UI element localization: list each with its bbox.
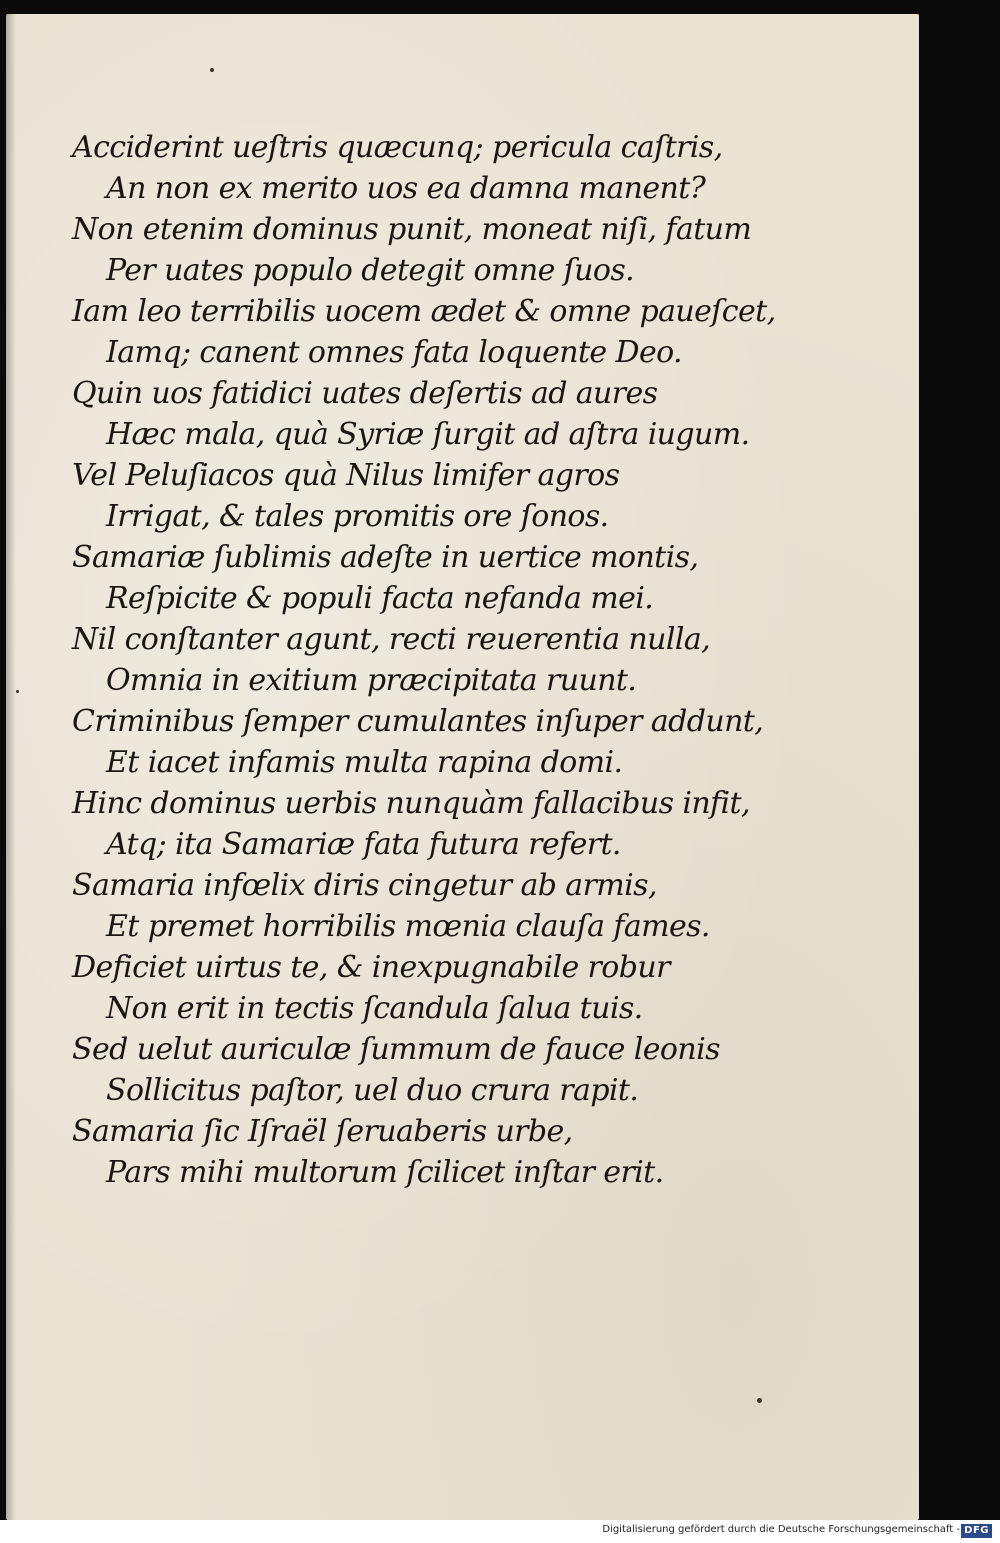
verse-line: Non etenim dominus punit, moneat niſi, fatum bbox=[72, 212, 752, 247]
verse-line: Atq; ita Samariæ fata futura refert. bbox=[106, 827, 621, 862]
verse-line: Sollicitus paſtor, uel duo crura rapit. bbox=[106, 1073, 639, 1108]
verse-line: Criminibus ſemper cumulantes inſuper addunt, bbox=[72, 704, 764, 739]
verse-line: Et premet horribilis mœnia clauſa fames. bbox=[106, 909, 710, 944]
verse-line: Pars mihi multorum ſcilicet inſtar erit. bbox=[106, 1155, 664, 1190]
verse-line: Deficiet uirtus te, & inexpugnabile robur bbox=[72, 950, 670, 985]
verse-line: An non ex merito uos ea damna manent? bbox=[106, 171, 706, 206]
verse-line: Irrigat, & tales promitis ore ſonos. bbox=[106, 499, 609, 534]
funding-credit: Digitalisierung gefördert durch die Deutsche Forschungsgemeinschaft - bbox=[602, 1524, 960, 1535]
verse-line: Et iacet infamis multa rapina domi. bbox=[106, 745, 623, 780]
verse-line: Hæc mala, quà Syriæ ſurgit ad aſtra iugum. bbox=[106, 417, 750, 452]
verse-line: Iamq; canent omnes fata loquente Deo. bbox=[106, 335, 682, 370]
verse-line: Samaria infœlix diris cingetur ab armis, bbox=[72, 868, 657, 903]
verse-line: Sed uelut auriculæ ſummum de fauce leonis bbox=[72, 1032, 720, 1067]
verse-line: Iam leo terribilis uocem ædet & omne paueſcet, bbox=[72, 294, 776, 329]
page-gutter-shadow bbox=[6, 14, 16, 1520]
ink-speck bbox=[16, 690, 19, 693]
verse-line: Quin uos fatidici uates deſertis ad aures bbox=[72, 376, 658, 411]
verse-line: Omnia in exitium præcipitata ruunt. bbox=[106, 663, 637, 698]
verse-line: Hinc dominus uerbis nunquàm fallacibus infit, bbox=[72, 786, 750, 821]
verse-line: Samariæ ſublimis adeſte in uertice montis, bbox=[72, 540, 699, 575]
verse-line: Acciderint ueſtris quæcunq; pericula caſtris, bbox=[72, 130, 723, 165]
verse-line: Samaria ſic Iſraël ſeruaberis urbe, bbox=[72, 1114, 573, 1149]
verse-line: Per uates populo detegit omne ſuos. bbox=[106, 253, 635, 288]
verse-line: Non erit in tectis ſcandula ſalua tuis. bbox=[106, 991, 643, 1026]
dfg-logo[interactable]: DFG bbox=[961, 1524, 992, 1538]
footer-bar bbox=[0, 1520, 1000, 1543]
ink-speck bbox=[210, 68, 214, 72]
verse-line: Vel Peluſiacos quà Nilus limifer agros bbox=[72, 458, 620, 493]
ink-speck bbox=[757, 1398, 762, 1403]
verse-line: Reſpicite & populi facta nefanda mei. bbox=[106, 581, 654, 616]
verse-line: Nil conſtanter agunt, recti reuerentia nulla, bbox=[72, 622, 711, 657]
